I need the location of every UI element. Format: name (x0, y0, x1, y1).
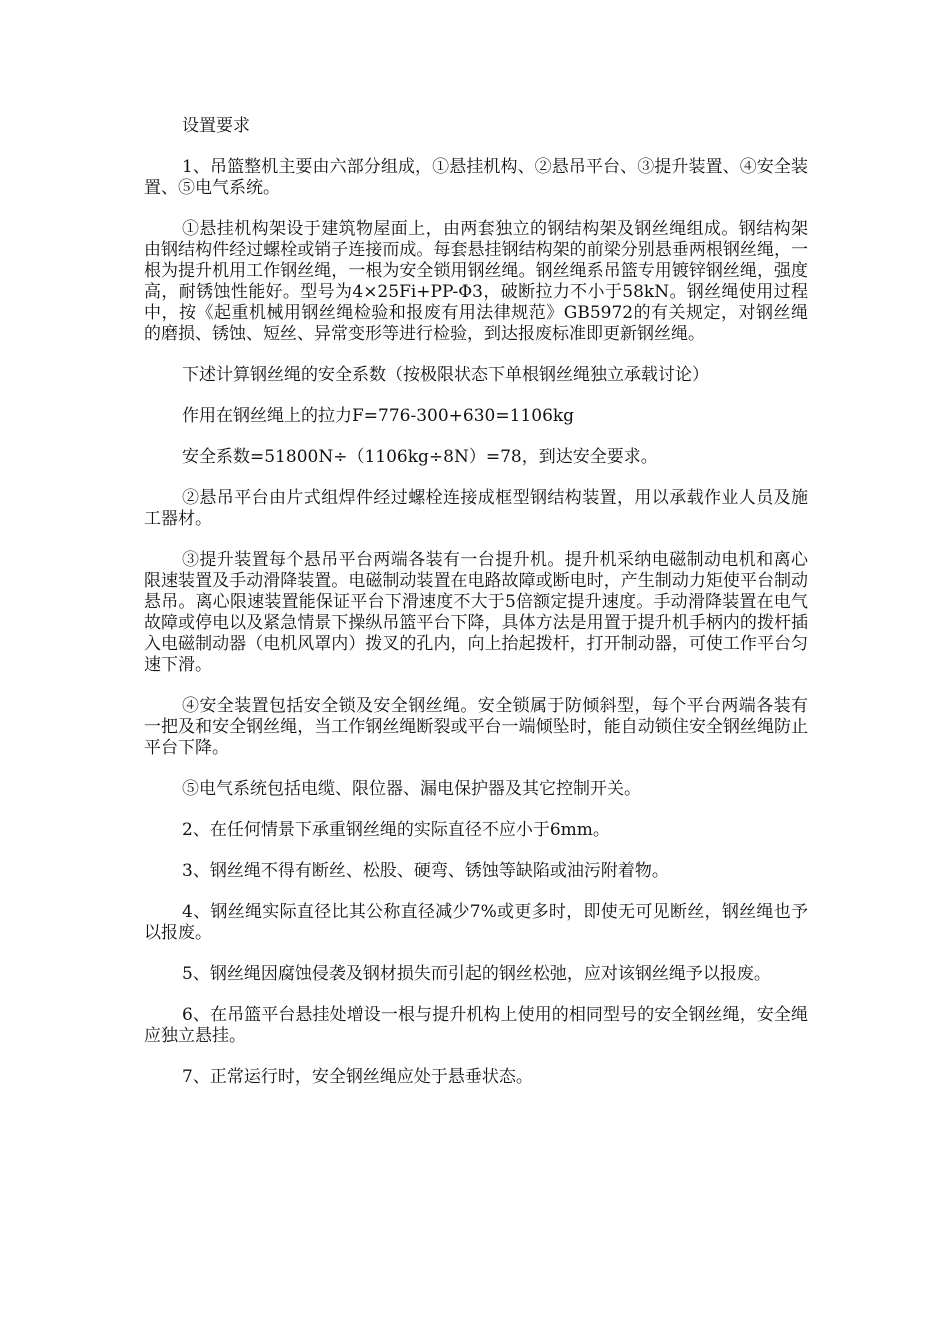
paragraph-8: ④安全装置包括安全锁及安全钢丝绳。安全锁属于防倾斜型，每个平台两端各装有一把及和安全钢丝绳，当工作钢丝绳断裂或平台一端倾坠时，能自动锁住安全钢丝绳防止平台下降。 (144, 696, 808, 758)
paragraph-4: 作用在钢丝绳上的拉力F=776-300+630=1106kg (182, 406, 575, 426)
paragraph-10: 2、在任何情景下承重钢丝绳的实际直径不应小于6mm。 (182, 820, 610, 840)
paragraph-6: ②悬吊平台由片式组焊件经过螺栓连接成框型钢结构装置，用以承载作业人员及施工器材。 (144, 488, 808, 529)
paragraph-15: 7、正常运行时，安全钢丝绳应处于悬垂状态。 (182, 1067, 533, 1087)
paragraph-12: 4、钢丝绳实际直径比其公称直径减少7%或更多时，即使无可见断丝，钢丝绳也予以报废。 (144, 902, 808, 943)
paragraph-11: 3、钢丝绳不得有断丝、松股、硬弯、锈蚀等缺陷或油污附着物。 (182, 861, 669, 881)
paragraph-9: ⑤电气系统包括电缆、限位器、漏电保护器及其它控制开关。 (182, 779, 641, 799)
paragraph-2: ①悬挂机构架设于建筑物屋面上，由两套独立的钢结构架及钢丝绳组成。钢结构架由钢结构件经过螺栓或销子连接而成。每套悬挂钢结构架的前梁分别悬垂两根钢丝绳，一根为提升机用工作钢丝绳，一根为安全锁用钢丝绳。钢丝绳系吊篮专用镀锌钢丝绳，强度高，耐锈蚀性能好。型号为4×25Fi+PP-Φ3，破断拉力不小于58kN。钢丝绳使用过程中，按《起重机械用钢丝绳检验和报废有用法律规范》GB5972的有关规定，对钢丝绳的磨损、锈蚀、短丝、异常变形等进行检验，到达报废标准即更新钢丝绳。 (144, 219, 808, 344)
paragraph-14: 6、在吊篮平台悬挂处增设一根与提升机构上使用的相同型号的安全钢丝绳，安全绳应独立悬挂。 (144, 1005, 808, 1046)
paragraph-3: 下述计算钢丝绳的安全系数（按极限状态下单根钢丝绳独立承载讨论） (182, 365, 709, 385)
section-heading: 设置要求 (182, 116, 250, 136)
paragraph-5: 安全系数=51800N÷（1106kg÷8N）=78，到达安全要求。 (182, 447, 658, 467)
paragraph-13: 5、钢丝绳因腐蚀侵袭及钢材损失而引起的钢丝松弛，应对该钢丝绳予以报废。 (182, 964, 771, 984)
paragraph-7: ③提升装置每个悬吊平台两端各装有一台提升机。提升机采纳电磁制动电机和离心限速装置及手动滑降装置。电磁制动装置在电路故障或断电时，产生制动力矩使平台制动悬吊。离心限速装置能保证平台下滑速度不大于5倍额定提升速度。手动滑降装置在电气故障或停电以及紧急情景下操纵吊篮平台下降，具体方法是用置于提升机手柄内的拨杆插入电磁制动器（电机风罩内）拨叉的孔内，向上抬起拨杆，打开制动器，可使工作平台匀速下滑。 (144, 550, 808, 675)
document-page (144, 116, 808, 1108)
paragraph-1: 1、吊篮整机主要由六部分组成，①悬挂机构、②悬吊平台、③提升装置、④安全装置、⑤电气系统。 (144, 157, 808, 198)
